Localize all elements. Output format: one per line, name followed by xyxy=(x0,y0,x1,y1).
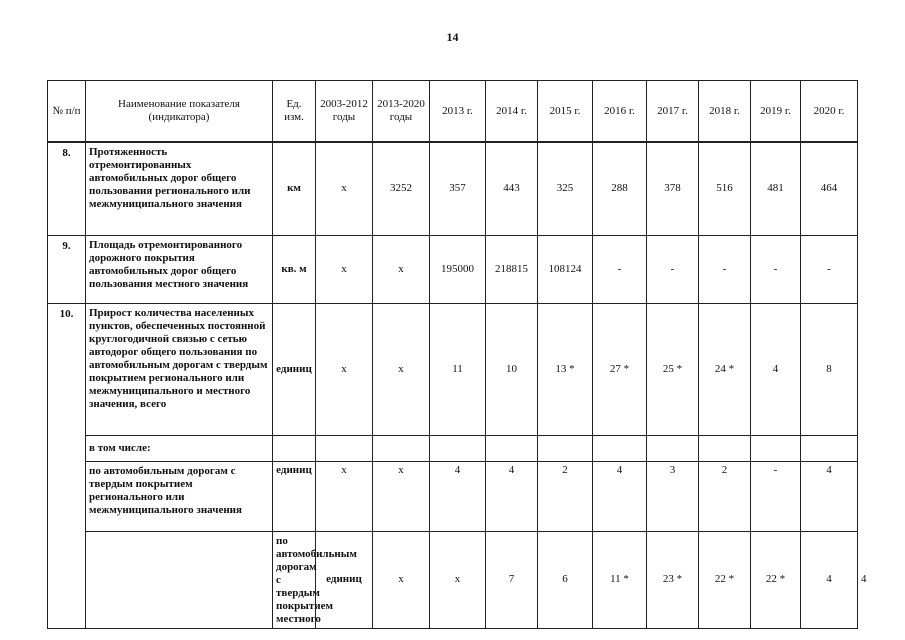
value-cell: - xyxy=(647,235,699,303)
page-number: 14 xyxy=(446,30,459,44)
header-num: № п/п xyxy=(48,81,86,143)
header-year: 2016 г. xyxy=(593,81,647,143)
table-row xyxy=(48,303,858,435)
value-cell: 27 * xyxy=(593,303,647,435)
period-cell: х xyxy=(316,303,373,435)
value-cell: 357 xyxy=(430,142,486,235)
value-cell: 7 xyxy=(486,531,538,628)
period-cell: х xyxy=(316,235,373,303)
value-cell: 22 * xyxy=(751,531,801,628)
value-cell: 22 * xyxy=(699,531,751,628)
header-year: 2014 г. xyxy=(486,81,538,143)
period-cell: х xyxy=(373,461,430,531)
header-name: Наименование показателя (индикатора) xyxy=(86,81,273,143)
value-cell: 464 xyxy=(801,142,858,235)
value-cell: 325 xyxy=(538,142,593,235)
value-cell: 4 xyxy=(430,461,486,531)
table-row: по автомобильным дорогам с твердым покрытием местного единиц х х 7 6 11 * 23 * 22 * 22 * 4 4 xyxy=(48,531,858,628)
value-cell: - xyxy=(751,235,801,303)
table-row xyxy=(48,142,858,235)
header-year: 2015 г. xyxy=(538,81,593,143)
header-period-2: 2013-2020 годы xyxy=(373,81,430,143)
value-cell: 2 xyxy=(699,461,751,531)
value-cell: 13 * xyxy=(538,303,593,435)
value-cell: 23 * xyxy=(647,531,699,628)
table-row xyxy=(48,435,858,461)
period-cell: 3252 xyxy=(373,142,430,235)
value-cell: 218815 xyxy=(486,235,538,303)
value-cell: - xyxy=(593,235,647,303)
value-cell: 6 xyxy=(538,531,593,628)
header-year: 2018 г. xyxy=(699,81,751,143)
header-year: 2013 г. xyxy=(430,81,486,143)
value-cell: 516 xyxy=(699,142,751,235)
value-cell: 443 xyxy=(486,142,538,235)
period-cell: х xyxy=(373,235,430,303)
indicator-name: Протяженность отремонтированных автомобильных дорог общего пользования регионального или межмуниципального значения xyxy=(86,142,273,235)
value-cell: 24 * xyxy=(699,303,751,435)
row-number: 9. xyxy=(48,235,86,303)
table-row xyxy=(48,461,858,531)
value-cell: 378 xyxy=(647,142,699,235)
value-cell: 4 xyxy=(593,461,647,531)
header-period-1: 2003-2012 годы xyxy=(316,81,373,143)
value-cell: 4 xyxy=(751,303,801,435)
indicator-name: Площадь отремонтированного дорожного покрытия автомобильных дорог общего пользования местного значения xyxy=(86,235,273,303)
value-cell: - xyxy=(801,235,858,303)
header-unit: Ед. изм. xyxy=(273,81,316,143)
table-row xyxy=(48,235,858,303)
header-year: 2019 г. xyxy=(751,81,801,143)
subheading: в том числе: xyxy=(86,435,273,461)
indicator-name: по автомобильным дорогам с твердым покрытием регионального или межмуниципального значения xyxy=(86,461,273,531)
value-cell: 8 xyxy=(801,303,858,435)
value-cell: 4 xyxy=(801,531,858,628)
row-number: 10. xyxy=(48,303,86,628)
header-row xyxy=(48,81,858,143)
unit-cell: единиц xyxy=(316,531,373,628)
value-cell: 2 xyxy=(538,461,593,531)
header-year: 2020 г. xyxy=(801,81,858,143)
value-cell: 481 xyxy=(751,142,801,235)
unit-cell: единиц xyxy=(273,461,316,531)
value-cell: 11 * xyxy=(593,531,647,628)
value-cell: 25 * xyxy=(647,303,699,435)
unit-cell: единиц xyxy=(273,303,316,435)
indicator-name: Прирост количества населенных пунктов, обеспеченных постоянной круглогодичной связью с сетью автодорог общего пользования по автомобильным дорогам с твердым покрытием регионального или межмуниципального и местного значения, всего xyxy=(86,303,273,435)
value-cell: - xyxy=(699,235,751,303)
period-cell: х xyxy=(373,531,430,628)
value-cell: 3 xyxy=(647,461,699,531)
unit-cell: км xyxy=(273,142,316,235)
period-cell: х xyxy=(316,142,373,235)
value-cell: - xyxy=(751,461,801,531)
value-cell: 4 xyxy=(801,461,858,531)
period-cell: х xyxy=(430,531,486,628)
value-cell: 4 xyxy=(486,461,538,531)
unit-cell: кв. м xyxy=(273,235,316,303)
value-cell: 11 xyxy=(430,303,486,435)
period-cell: х xyxy=(316,461,373,531)
value-cell: 195000 xyxy=(430,235,486,303)
header-year: 2017 г. xyxy=(647,81,699,143)
period-cell: х xyxy=(373,303,430,435)
indicator-name: по автомобильным дорогам с твердым покрытием местного xyxy=(273,531,316,628)
row-number: 8. xyxy=(48,142,86,235)
value-cell: 10 xyxy=(486,303,538,435)
value-cell: 288 xyxy=(593,142,647,235)
indicator-table xyxy=(47,80,867,629)
value-cell: 108124 xyxy=(538,235,593,303)
